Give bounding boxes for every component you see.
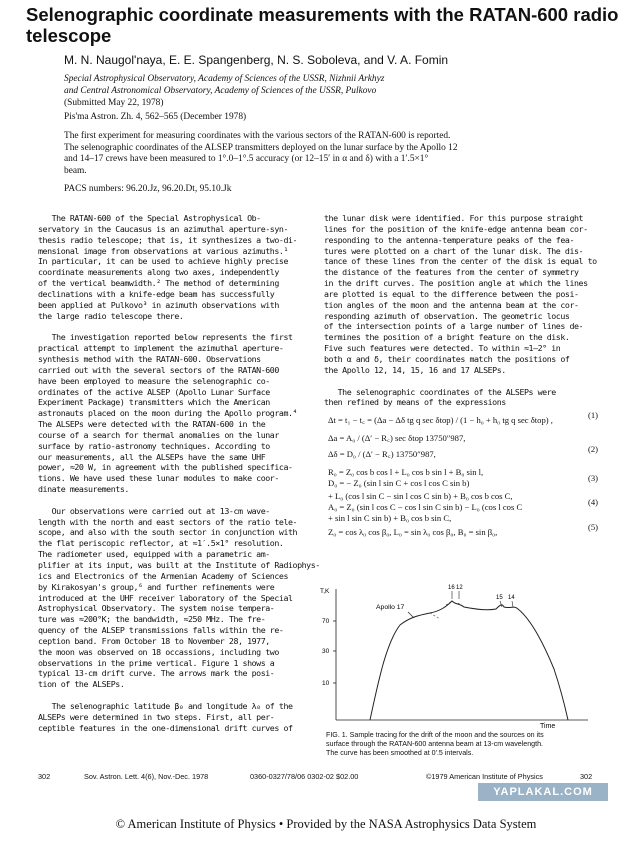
authors: M. N. Naugol'naya, E. E. Spangenberg, N. S. Soboleva, and V. A. Fomin	[64, 53, 449, 67]
text-line: Astrophysical Observatory. The system noise tempera-	[38, 603, 275, 614]
text-line: ception band. From October 18 to November 28, 1977,	[38, 635, 270, 646]
text-line: ordinates of the active ALSEP (Apollo Lunar Surface	[38, 386, 270, 397]
equation-text: Δa = A₀ / (Δ′ − R꜀) sec δtop 13750″987,	[328, 433, 466, 443]
text-line: tance of these lines from the center of the disk is equal to	[324, 256, 597, 267]
equation-text: + sin l sin C sin b) + B₀ cos b sin C,	[328, 513, 452, 523]
text-line: The ALSEPs were detected with the RATAN-600 in the	[38, 419, 266, 430]
text-line	[38, 321, 314, 332]
caption-line: The curve has been smoothed at 0′.5 intervals.	[326, 749, 474, 757]
text-line: quency of the ALSEP transmissions falls within the re-	[38, 625, 284, 636]
equation-text: Δt = t₁ − t꜀ = (Δa − Δδ tg q sec δtop) / (1 − h₀ + h₀ tg q sec δtop) ,	[328, 415, 553, 425]
abstract-line: and 14–17 crews have been measured to 1°.0–1°.5 accuracy (or 12–15′ in α and δ) with a 1′.5×1°	[64, 154, 429, 165]
peak-label: 15	[496, 595, 503, 601]
text-line: typical 13-cm drift curve. The arrows mark the posi-	[38, 668, 275, 679]
left-column	[38, 213, 320, 734]
title-line-1: Selenographic coordinate measurements with the RATAN-600 radio	[26, 4, 619, 25]
y-tick-label: 70	[322, 618, 330, 625]
title-line-2: telescope	[26, 25, 112, 46]
apollo-17-label: Apollo 17	[376, 604, 405, 611]
text-line: the Apollo 12, 14, 15, 16 and 17 ALSEPs.	[324, 364, 506, 375]
figure-caption	[326, 731, 592, 758]
abstract-line: beam.	[64, 165, 87, 176]
footer-page-right: 302	[580, 772, 593, 781]
text-line: mensional image from observations at various azimuths.¹	[38, 245, 288, 256]
footer-page-left: 302	[38, 772, 51, 781]
text-line: the distance of the features from the center of symmetry	[324, 267, 579, 278]
text-line: have been employed to measure the selenographic co-	[38, 375, 270, 386]
caption-line: surface through the RATAN-600 antenna beam at 13-cm wavelength.	[326, 740, 544, 748]
submitted-date: (Submitted May 22, 1978)	[64, 98, 164, 108]
y-tick-label: 30	[322, 648, 330, 655]
arrow-icon	[408, 612, 414, 618]
paper-title	[26, 4, 626, 46]
caption-line: FIG. 1. Sample tracing for the drift of the moon and the sources on its	[326, 731, 544, 739]
text-line: tion angles of the moon and the antenna beam at the cor-	[324, 299, 579, 310]
text-line: tures were plotted on a chart of the lunar disk. The dis-	[324, 245, 584, 256]
x-axis-label: Time	[540, 723, 556, 729]
text-line	[38, 495, 314, 506]
text-line: carried out with the several sectors of the RATAN-600	[38, 364, 279, 375]
footer-journal: Sov. Astron. Lett. 4(6), Nov.-Dec. 1978	[84, 772, 209, 781]
equation-number: (5)	[587, 522, 598, 532]
text-line: tions. We have used these lunar modules to make coor-	[38, 473, 279, 484]
text-line: been applied at Pulkovo³ in azimuth observations with	[38, 299, 279, 310]
pacs-numbers: PACS numbers: 96.20.Jz, 96.20.Dt, 95.10.Jk	[64, 184, 232, 194]
text-line: tion of the ALSEPs.	[38, 679, 125, 690]
peak-label: 14	[508, 595, 515, 601]
figure-1-drift-curve	[318, 583, 608, 729]
equation-text: + L₀ (cos l sin C − sin l cos C sin b) + B₀ cos b cos C,	[328, 491, 513, 501]
text-line: observations in the prime vertical. Figure 1 shows a	[38, 657, 275, 668]
text-line: of the vertical beamwidth.² The method of determining	[38, 278, 279, 289]
equation-text: Δδ = D₀ / (Δ′ − R꜀) 13750″987,	[328, 449, 436, 459]
abstract-line: The first experiment for measuring coordinates with the various sectors of the RATAN-600 is reported.	[64, 131, 451, 141]
equation-row	[328, 410, 598, 428]
equation-number: (4)	[587, 497, 598, 507]
equation-row	[328, 522, 598, 540]
text-line: servatory in the Caucasus is an azimuthal aperture-syn-	[38, 223, 288, 234]
text-line: The investigation reported below represents the first	[38, 332, 293, 343]
text-line	[324, 376, 606, 387]
text-line: responding to the antenna-temperature peaks of the fea-	[324, 234, 574, 245]
text-line: length with the north and east sectors of the ratio tele-	[38, 516, 298, 527]
text-line: Five such features were detected. To within ≈1–2° in	[324, 343, 561, 354]
text-line: surface by ratio-astronomy techniques. According to	[38, 440, 270, 451]
text-line: in the drift curves. The position angle at which the lines	[324, 278, 588, 289]
text-line: ALSEPs were determined in two steps. First, all per-	[38, 711, 275, 722]
text-line: In particular, it can be used to achieve highly precise	[38, 256, 288, 267]
affiliation-1: Special Astrophysical Observatory, Academy of Sciences of the USSR, Nizhnii Arkhyz	[64, 74, 385, 84]
drift-curve	[370, 601, 568, 720]
text-line: are plotted is equal to the difference between the posi-	[324, 288, 579, 299]
arrow-icon	[500, 601, 513, 607]
right-column	[324, 213, 606, 408]
text-line: the lunar disk were identified. For this purpose straight	[324, 213, 584, 223]
y-axis-label: T,K	[320, 588, 330, 595]
text-line: by Kirakosyan's group,⁶ and further refinements were	[38, 581, 275, 592]
text-line: the moon was observed on 18 occassions, including two	[38, 646, 279, 657]
text-line: The selenographic latitude β₀ and longitude λ₀ of the	[38, 700, 293, 711]
text-line: termines the position of a bright feature on the disk.	[324, 332, 570, 343]
equation-text: Z₀ = cos λ₀ cos β₀, L₀ = sin λ₀ cos β₀, B₀ = sin β₀,	[328, 527, 498, 537]
arrow-icon	[452, 591, 459, 599]
text-line: ture was ≈200°K; the bandwidth, ≈250 MHz. The fre-	[38, 614, 266, 625]
equation-number: (1)	[587, 410, 598, 420]
text-line	[38, 690, 314, 701]
text-line: power, ≈20 W, in agreement with the published specifica-	[38, 462, 293, 473]
y-tick-label: 10	[322, 680, 330, 687]
text-line: scope, and also with the south sector in conjunction with	[38, 527, 298, 538]
text-line: the flat periscopic reflector, at ≈1′.5×1° resolution.	[38, 538, 284, 549]
text-line: the large radio telescope there.	[38, 310, 184, 321]
watermark: YAPLAKAL.COM	[478, 783, 608, 801]
equation-number: (2)	[587, 444, 598, 454]
text-line: both α and δ, their coordinates match the positions of	[324, 353, 570, 364]
text-line: dinate measurements.	[38, 484, 129, 495]
equation-row	[328, 444, 598, 462]
text-line: introduced at the UHF receiver laboratory of the Special	[38, 592, 293, 603]
affiliation-2: and Central Astronomical Observatory, Academy of Sciences of the USSR, Pulkovo	[64, 85, 377, 96]
peak-label: 12	[456, 585, 463, 591]
text-line: The radiometer used, equipped with a parametric am-	[38, 549, 270, 560]
text-line: responding azimuth of observation. The geometric locus	[324, 310, 570, 321]
text-line: lines for the position of the knife-edge antenna beam cor-	[324, 223, 588, 234]
journal-reference: Pis'ma Astron. Zh. 4, 562–565 (December 1978)	[64, 112, 247, 122]
footer-copyright: ©1979 American Institute of Physics	[426, 772, 543, 781]
text-line: plifier at its input, was built at the Institute of Radiophys-	[38, 560, 320, 570]
text-line: astronauts placed on the moon during the Apollo program.⁴	[38, 408, 298, 419]
text-line: declinations with a knife-edge beam has successfully	[38, 288, 275, 299]
equation-text: A₀ = Z₀ (sin l cos C − cos l sin C sin b) − L₀ (cos l cos C	[328, 502, 523, 512]
text-line: course of a search for thermal anomalies on the lunar	[38, 429, 279, 440]
text-line: of the intersection points of a large number of lines de-	[324, 321, 584, 332]
text-line: Experiment Package) transmitters which the American	[38, 397, 270, 408]
equation-text: D₀ = − Z₀ (sin l sin C + cos l cos C sin b)	[328, 478, 470, 488]
footer-code: 0360-0327/78/06 0302-02 $02.00	[250, 772, 359, 781]
text-line: thesis radio telescope; that is, it synthesizes a two-di-	[38, 234, 298, 245]
text-line: The selenographic coordinates of the ALSEPs were	[324, 386, 556, 397]
affiliations	[64, 74, 624, 97]
peak-label: 16	[448, 585, 455, 591]
text-line: ics and Electronics of the Armenian Academy of Sciences	[38, 570, 288, 581]
text-line: our measurements, all the ALSEPs have the same UHF	[38, 451, 266, 462]
equation-text: R₀ = Z₀ cos b cos l + L₀ cos b sin l + B₀ sin l,	[328, 467, 484, 477]
text-line: synthesis method with the RATAN-600. Observations	[38, 353, 261, 364]
ads-provenance-line: © American Institute of Physics • Provided by the NASA Astrophysics Data System	[115, 817, 537, 831]
text-line: The RATAN-600 of the Special Astrophysical Ob-	[38, 213, 261, 223]
text-line: ceptible features in the one-dimensional drift curves of	[38, 722, 293, 733]
equation-number: (3)	[587, 473, 598, 483]
abstract	[64, 131, 624, 177]
text-line: coordinate measurements along two axes, independently	[38, 267, 279, 278]
text-line: Our observations were carried out at 13-cm wave-	[38, 505, 270, 516]
abstract-line: The selenographic coordinates of the ALSEP transmitters deployed on the lunar surface by the Apollo 12	[64, 142, 458, 153]
text-line: practical attempt to implement the azimuthal aperture-	[38, 343, 284, 354]
text-line: then refined by means of the expressions	[324, 397, 506, 408]
